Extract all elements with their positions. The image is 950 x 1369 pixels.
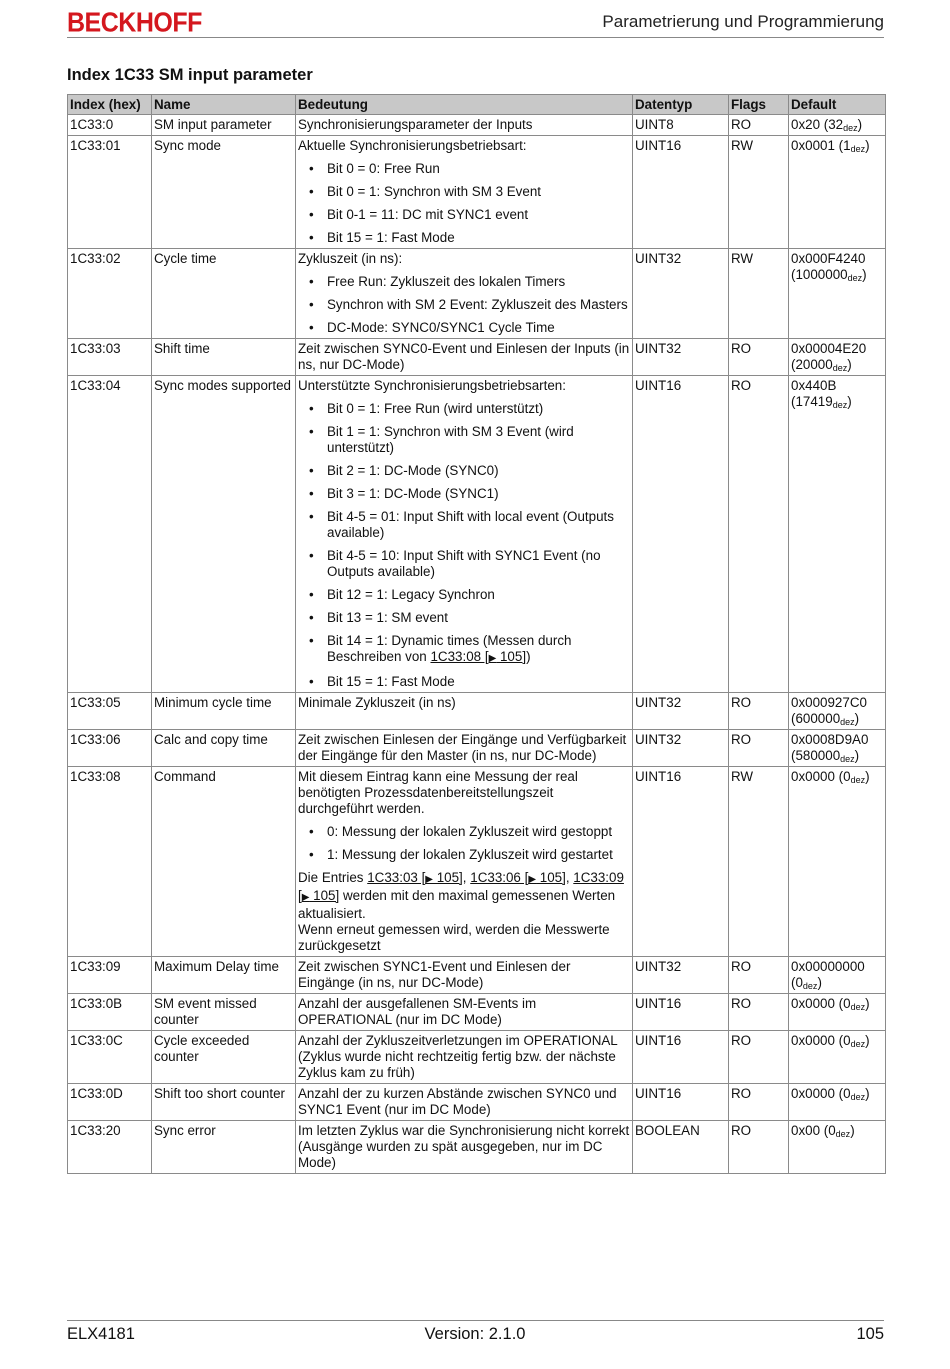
cell-default <box>789 136 886 249</box>
meaning-text: Im letzten Zyklus war die Synchronisierung nicht korrekt (Ausgänge wurden zu spät ausgegeben, nur im DC Mode) <box>298 1123 630 1170</box>
cell-meaning <box>296 1031 633 1084</box>
cross-reference-link[interactable] <box>367 870 463 885</box>
default-value: 0x0000 (0 <box>791 1086 851 1101</box>
meaning-text: Synchronisierungsparameter der Inputs <box>298 117 533 132</box>
note-text: Die Entries <box>298 870 368 885</box>
cell-index: 1C33:01 <box>68 136 152 249</box>
cell-default <box>789 339 886 376</box>
cell-datatype: UINT16 <box>633 1031 729 1084</box>
bullet-list <box>298 161 630 246</box>
cell-name: Cycle exceeded counter <box>152 1031 296 1084</box>
cell-datatype: BOOLEAN <box>633 1121 729 1174</box>
cell-flags: RW <box>729 249 789 339</box>
cell-meaning <box>296 1121 633 1174</box>
default-value: 0x0000 (0 <box>791 996 851 1011</box>
cell-index: 1C33:0D <box>68 1084 152 1121</box>
bullet-item: • Bit 0-1 = 11: DC mit SYNC1 event <box>298 207 630 223</box>
default-close: ) <box>847 394 852 409</box>
meaning-text: Anzahl der zu kurzen Abstände zwischen SYNC0 und SYNC1 Event (nur im DC Mode) <box>298 1086 617 1117</box>
cell-default <box>789 1084 886 1121</box>
cell-meaning <box>296 957 633 994</box>
cell-flags: RO <box>729 1031 789 1084</box>
default-unit: dez <box>850 775 866 785</box>
default-close: ) <box>817 975 822 990</box>
bullet-item: • DC-Mode: SYNC0/SYNC1 Cycle Time <box>298 320 630 336</box>
cell-meaning <box>296 376 633 693</box>
cell-index: 1C33:08 <box>68 767 152 957</box>
default-unit: dez <box>802 981 818 991</box>
cell-flags: RO <box>729 115 789 136</box>
meaning-text: Zeit zwischen Einlesen der Eingänge und Verfügbarkeit der Eingänge für den Master (in ns, nur DC-Mode) <box>298 732 627 763</box>
bullet-item: • Bit 4-5 = 01: Input Shift with local event (Outputs available) <box>298 509 630 541</box>
column-header-index: Index (hex) <box>68 95 152 115</box>
table-row <box>68 339 886 376</box>
default-close: ) <box>865 769 870 784</box>
cell-name: Shift too short counter <box>152 1084 296 1121</box>
cell-flags: RW <box>729 767 789 957</box>
cell-meaning <box>296 730 633 767</box>
bullet-item: • Bit 15 = 1: Fast Mode <box>298 674 630 690</box>
default-unit: dez <box>850 144 866 154</box>
table-row <box>68 767 886 957</box>
note-separator: , <box>462 870 471 885</box>
cell-name: SM input parameter <box>152 115 296 136</box>
column-header-flags: Flags <box>729 95 789 115</box>
cell-flags: RO <box>729 339 789 376</box>
bullet-item: • Free Run: Zykluszeit des lokalen Timers <box>298 274 630 290</box>
cell-flags: RW <box>729 136 789 249</box>
bullet-item: • 1: Messung der lokalen Zykluszeit wird gestartet <box>298 847 630 863</box>
bullet-item: • Bit 13 = 1: SM event <box>298 610 630 626</box>
cell-name: Calc and copy time <box>152 730 296 767</box>
default-value: 0x00000000 (0 <box>791 959 865 990</box>
meaning-text: Anzahl der Zykluszeitverletzungen im OPERATIONAL (Zyklus wurde nicht rechtzeitig fertig bzw. der nächste Zyklus kam zu früh) <box>298 1033 618 1080</box>
cell-index: 1C33:04 <box>68 376 152 693</box>
meaning-text: Mit diesem Eintrag kann eine Messung der real benötigten Prozessdatenbereitstellungszeit durchgeführt werden. <box>298 769 578 816</box>
cell-index: 1C33:03 <box>68 339 152 376</box>
default-value: 0x0000 (0 <box>791 1033 851 1048</box>
bullet-item: • Bit 1 = 1: Synchron with SM 3 Event (wird unterstützt) <box>298 424 630 456</box>
cell-index: 1C33:06 <box>68 730 152 767</box>
meaning-text: Anzahl der ausgefallenen SM-Events im OPERATIONAL (nur im DC Mode) <box>298 996 537 1027</box>
bullet-item: • Bit 0 = 1: Free Run (wird unterstützt) <box>298 401 630 417</box>
default-close: ) <box>850 1123 855 1138</box>
default-value: 0x00 (0 <box>791 1123 836 1138</box>
default-value: 0x000F4240 (1000000 <box>791 251 866 282</box>
cell-default <box>789 1121 886 1174</box>
cross-reference-link[interactable] <box>430 649 526 664</box>
default-unit: dez <box>835 1129 851 1139</box>
column-header-name: Name <box>152 95 296 115</box>
table-row <box>68 136 886 249</box>
default-unit: dez <box>847 273 863 283</box>
default-close: ) <box>847 357 852 372</box>
table-row <box>68 1084 886 1121</box>
link-page-number: 105] <box>433 870 463 885</box>
default-close: ) <box>857 117 863 132</box>
bullet-item: • 0: Messung der lokalen Zykluszeit wird gestoppt <box>298 824 630 840</box>
column-header-meaning: Bedeutung <box>296 95 633 115</box>
cell-datatype: UINT16 <box>633 136 729 249</box>
cell-name: Minimum cycle time <box>152 693 296 730</box>
table-row <box>68 693 886 730</box>
cell-index: 1C33:20 <box>68 1121 152 1174</box>
table-row <box>68 957 886 994</box>
default-value: 0x00004E20 (20000 <box>791 341 867 372</box>
meaning-note-line2: Wenn erneut gemessen wird, werden die Messwerte zurückgesetzt <box>298 922 610 953</box>
cell-index: 1C33:02 <box>68 249 152 339</box>
default-value: 0x0001 (1 <box>791 138 851 153</box>
cell-default <box>789 376 886 693</box>
meaning-text: Aktuelle Synchronisierungsbetriebsart: <box>298 138 527 153</box>
cell-flags: RO <box>729 1084 789 1121</box>
bullet-item: • Bit 12 = 1: Legacy Synchron <box>298 587 630 603</box>
cell-meaning <box>296 339 633 376</box>
cell-flags: RO <box>729 994 789 1031</box>
table-row <box>68 376 886 693</box>
cell-datatype: UINT32 <box>633 339 729 376</box>
cell-name: Sync mode <box>152 136 296 249</box>
cell-index: 1C33:0C <box>68 1031 152 1084</box>
cell-datatype: UINT8 <box>633 115 729 136</box>
default-unit: dez <box>850 1039 866 1049</box>
cell-meaning <box>296 249 633 339</box>
table-row <box>68 1031 886 1084</box>
link-page-number: 105] <box>309 888 340 903</box>
column-header-default: Default <box>789 95 886 115</box>
default-close: ) <box>854 748 860 763</box>
table-row <box>68 249 886 339</box>
table-body <box>68 115 886 1174</box>
cell-default <box>789 115 886 136</box>
cell-name: Command <box>152 767 296 957</box>
cell-default <box>789 693 886 730</box>
column-header-datatype: Datentyp <box>633 95 729 115</box>
default-unit: dez <box>843 123 858 133</box>
link-index-text: 1C33:03 [ <box>367 870 426 885</box>
arrow-right-icon: ▶ <box>425 874 433 885</box>
cell-name: Cycle time <box>152 249 296 339</box>
bullet-list <box>298 824 630 863</box>
bullet-item: • Bit 4-5 = 10: Input Shift with SYNC1 Event (no Outputs available) <box>298 548 630 580</box>
table-row <box>68 115 886 136</box>
arrow-right-icon: ▶ <box>528 874 537 885</box>
cell-datatype: UINT32 <box>633 249 729 339</box>
cell-meaning <box>296 136 633 249</box>
default-close: ) <box>865 1086 870 1101</box>
meaning-text: Unterstützte Synchronisierungsbetriebsarten: <box>298 378 566 393</box>
cell-meaning <box>296 1084 633 1121</box>
cell-index: 1C33:0B <box>68 994 152 1031</box>
cell-default <box>789 1031 886 1084</box>
cell-index: 1C33:09 <box>68 957 152 994</box>
cell-flags: RO <box>729 693 789 730</box>
default-unit: dez <box>832 363 848 373</box>
default-unit: dez <box>840 754 855 764</box>
table-row <box>68 994 886 1031</box>
default-value: 0x20 (32 <box>791 117 844 132</box>
cell-default <box>789 249 886 339</box>
bullet-text-end: ) <box>526 649 531 664</box>
cell-default <box>789 994 886 1031</box>
meaning-text: Zeit zwischen SYNC0-Event und Einlesen der Inputs (in ns, nur DC-Mode) <box>298 341 630 372</box>
bullet-list <box>298 401 630 690</box>
cell-name: SM event missed counter <box>152 994 296 1031</box>
bullet-item: • Bit 2 = 1: DC-Mode (SYNC0) <box>298 463 630 479</box>
cell-datatype: UINT32 <box>633 957 729 994</box>
arrow-right-icon: ▶ <box>301 892 310 903</box>
bullet-item: • Bit 15 = 1: Fast Mode <box>298 230 630 246</box>
cell-flags: RO <box>729 1121 789 1174</box>
default-value: 0x000927C0 (600000 <box>791 695 867 726</box>
cell-flags: RO <box>729 730 789 767</box>
cell-default <box>789 730 886 767</box>
default-close: ) <box>865 1033 870 1048</box>
cell-datatype: UINT16 <box>633 1084 729 1121</box>
bullet-item: • Synchron with SM 2 Event: Zykluszeit des Masters <box>298 297 630 313</box>
note-text: werden mit den maximal gemessenen Werten aktualisiert. <box>298 888 616 921</box>
default-value: 0x0000 (0 <box>791 769 851 784</box>
table-row <box>68 730 886 767</box>
cell-datatype: UINT16 <box>633 376 729 693</box>
bullet-list <box>298 274 630 336</box>
cell-name: Maximum Delay time <box>152 957 296 994</box>
cell-datatype: UINT16 <box>633 994 729 1031</box>
bullet-item: • Bit 3 = 1: DC-Mode (SYNC1) <box>298 486 630 502</box>
default-close: ) <box>865 996 870 1011</box>
default-close: ) <box>862 267 867 282</box>
cell-meaning <box>296 115 633 136</box>
default-close: ) <box>854 711 860 726</box>
cell-default <box>789 767 886 957</box>
bullet-item: • Bit 0 = 1: Synchron with SM 3 Event <box>298 184 630 200</box>
cell-index: 1C33:0 <box>68 115 152 136</box>
default-value: 0x0008D9A0 (580000 <box>791 732 869 763</box>
default-unit: dez <box>840 717 855 727</box>
cell-name: Sync modes supported <box>152 376 296 693</box>
bullet-item <box>298 633 630 667</box>
section-title: Index 1C33 SM input parameter <box>67 66 313 84</box>
meaning-text: Zeit zwischen SYNC1-Event und Einlesen der Eingänge (in ns, nur DC-Mode) <box>298 959 571 990</box>
link-page-number: 105] <box>496 649 527 664</box>
cell-flags: RO <box>729 376 789 693</box>
default-close: ) <box>865 138 870 153</box>
cell-name: Shift time <box>152 339 296 376</box>
table-row <box>68 1121 886 1174</box>
default-unit: dez <box>850 1092 866 1102</box>
link-page-number: 105] <box>536 870 566 885</box>
meaning-note <box>298 870 630 922</box>
bullet-text: Bit 14 = 1: Dynamic times (Messen durch Beschreiben von <box>327 633 572 664</box>
header-title: Parametrierung und Programmierung <box>602 12 884 31</box>
cell-meaning <box>296 994 633 1031</box>
cell-default <box>789 957 886 994</box>
default-value: 0x440B (17419 <box>791 378 837 409</box>
beckhoff-logo: BECKHOFF <box>67 7 202 39</box>
cell-index: 1C33:05 <box>68 693 152 730</box>
link-index-text: 1C33:06 [ <box>470 870 529 885</box>
bullet-item: • Bit 0 = 0: Free Run <box>298 161 630 177</box>
cell-datatype: UINT32 <box>633 730 729 767</box>
footer-divider <box>67 1320 884 1321</box>
cell-name: Sync error <box>152 1121 296 1174</box>
link-index-text: 1C33:08 [ <box>430 649 489 664</box>
cell-meaning <box>296 693 633 730</box>
default-unit: dez <box>850 1002 866 1012</box>
footer-version: Version: 2.1.0 <box>424 1325 526 1343</box>
meaning-text: Minimale Zykluszeit (in ns) <box>298 695 456 710</box>
cell-flags: RO <box>729 957 789 994</box>
link-index-text: 1C33:09 [ <box>298 870 624 903</box>
cell-datatype: UINT16 <box>633 767 729 957</box>
meaning-text: Zykluszeit (in ns): <box>298 251 403 266</box>
arrow-right-icon: ▶ <box>488 653 497 664</box>
header-divider <box>67 37 884 38</box>
cross-reference-link[interactable] <box>470 870 566 885</box>
table-header-row <box>68 95 886 115</box>
footer-page-number: 105 <box>856 1325 884 1343</box>
footer-product: ELX4181 <box>67 1325 135 1343</box>
default-unit: dez <box>832 400 848 410</box>
note-separator: , <box>565 870 574 885</box>
cell-meaning <box>296 767 633 957</box>
parameter-table <box>67 94 886 1174</box>
cell-datatype: UINT32 <box>633 693 729 730</box>
